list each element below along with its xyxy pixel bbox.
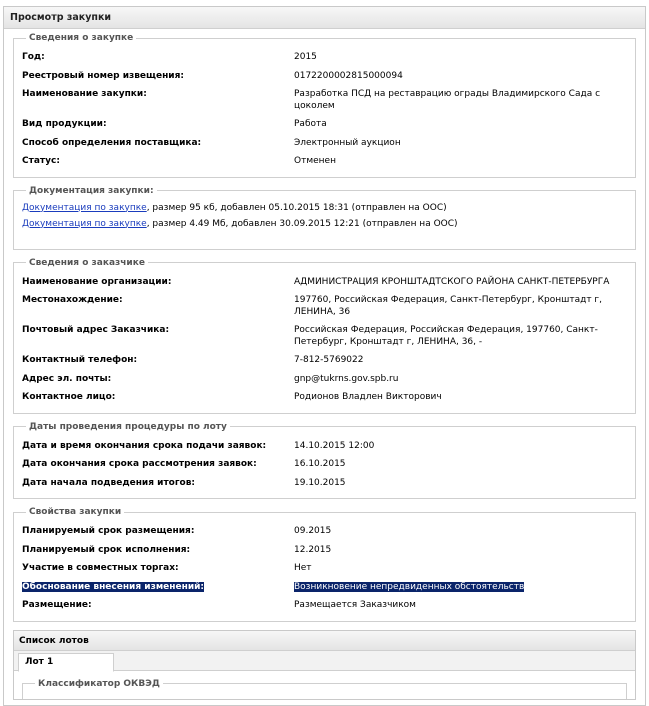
info-row: [22, 352, 627, 367]
field-value: 16.10.2015: [294, 459, 346, 469]
field-value: Работа: [294, 119, 327, 129]
procedure-dates-legend: Даты проведения процедуры по лоту: [29, 421, 227, 432]
info-row: [22, 49, 627, 64]
purchase-view-window: [3, 6, 646, 706]
field-value: АДМИНИСТРАЦИЯ КРОНШТАДТСКОГО РАЙОНА САНКТ-ПЕТЕРБУРГА: [294, 276, 610, 287]
document-info: , размер 95 кб, добавлен 05.10.2015 18:31 (отправлен на ООС): [146, 202, 447, 213]
field-value-wrap: [294, 579, 627, 594]
field-label: Реестровый номер извещения:: [22, 70, 184, 81]
field-value: Российская Федерация, Российская Федерация, 197760, Санкт-Петербург, Кронштадт г, ЛЕНИНА, 36, -: [294, 325, 598, 347]
field-label: Планируемый срок размещения:: [22, 526, 195, 536]
info-row: [22, 68, 627, 83]
tab-lot-1[interactable]: Лот 1: [18, 653, 114, 672]
okved-classifier-legend: Классификатор ОКВЭД: [38, 678, 160, 689]
customer-info-legend: Сведения о заказчике: [29, 257, 145, 268]
lot-body: [14, 671, 635, 699]
field-value: gnp@tukrns.gov.spb.ru: [294, 373, 399, 384]
field-value: 09.2015: [294, 526, 332, 536]
field-value: 197760, Российская Федерация, Санкт-Петербург, Кронштадт г, ЛЕНИНА, 36: [294, 295, 603, 317]
content-area: [4, 29, 645, 700]
field-value: Разработка ПСД на реставрацию ограды Владимирского Сада с цоколем: [294, 89, 601, 111]
field-value: 0172200002815000094: [294, 70, 403, 81]
lots-panel-title: Список лотов: [14, 631, 635, 651]
purchase-info-section: [13, 33, 636, 178]
field-label: Год:: [22, 52, 45, 62]
field-label: Вид продукции:: [22, 119, 107, 129]
document-link[interactable]: Документация по закупке: [22, 202, 147, 213]
field-label: Контактный телефон:: [22, 355, 138, 365]
field-value: Электронный аукцион: [294, 137, 401, 148]
field-value: Размещается Заказчиком: [294, 600, 416, 610]
selected-field-value: Возникновение непредвиденных обстоятельств: [294, 581, 525, 592]
lots-tab-bar: [14, 651, 635, 671]
field-label: Наименование организации:: [22, 276, 172, 287]
info-row: [22, 438, 627, 453]
info-row: [22, 116, 627, 131]
info-row: [22, 579, 627, 594]
field-label-wrap: [22, 579, 294, 594]
document-item: [22, 219, 627, 230]
field-value: 19.10.2015: [294, 477, 346, 488]
field-label: Дата окончания срока рассмотрения заявок:: [22, 459, 257, 469]
status-value: Отменен: [294, 156, 336, 166]
purchase-properties-section: [13, 507, 636, 622]
field-value: 7-812-5769022: [294, 355, 364, 365]
purchase-properties-legend: Свойства закупки: [29, 507, 122, 517]
lots-panel: [13, 630, 636, 700]
field-label: Наименование закупки:: [22, 89, 147, 99]
info-row: [22, 153, 627, 168]
field-label: Дата начала подведения итогов:: [22, 477, 196, 488]
field-label: Размещение:: [22, 600, 92, 610]
info-row: [22, 560, 627, 575]
field-label: Контактное лицо:: [22, 392, 116, 402]
info-row: [22, 322, 627, 348]
procedure-dates-section: [13, 422, 636, 500]
field-label: Участие в совместных торгах:: [22, 563, 179, 573]
field-label: Статус:: [22, 156, 60, 166]
field-label: Почтовый адрес Заказчика:: [22, 325, 170, 335]
window-title: Просмотр закупки: [4, 7, 645, 29]
info-row: [22, 292, 627, 318]
documents-legend: Документация закупки:: [29, 185, 154, 196]
field-label: Местонахождение:: [22, 295, 123, 305]
document-info: , размер 4.49 Мб, добавлен 30.09.2015 12:21 (отправлен на ООС): [146, 218, 458, 229]
field-label: Адрес эл. почты:: [22, 373, 112, 384]
field-label: Способ определения поставщика:: [22, 137, 202, 148]
field-value: 2015: [294, 52, 317, 62]
info-row: [22, 456, 627, 471]
field-value: 12.2015: [294, 544, 332, 555]
info-row: [22, 523, 627, 538]
info-row: [22, 274, 627, 289]
field-value: Нет: [294, 563, 312, 573]
okved-classifier-section: [22, 679, 627, 699]
field-label: Дата и время окончания срока подачи заявок:: [22, 440, 267, 451]
document-item: [22, 203, 627, 214]
customer-info-section: [13, 258, 636, 414]
info-row: [22, 597, 627, 612]
info-row: [22, 86, 627, 112]
selected-field-label: Обоснование внесения изменений:: [22, 581, 205, 592]
info-row: [22, 371, 627, 386]
documents-section: [13, 186, 636, 250]
purchase-info-legend: Сведения о закупке: [29, 33, 134, 43]
document-link[interactable]: Документация по закупке: [22, 218, 147, 229]
field-label: Планируемый срок исполнения:: [22, 544, 191, 555]
field-value: Родионов Владлен Викторович: [294, 392, 442, 402]
info-row: [22, 389, 627, 404]
info-row: [22, 542, 627, 557]
info-row: [22, 475, 627, 490]
field-value: 14.10.2015 12:00: [294, 440, 375, 451]
info-row: [22, 135, 627, 150]
